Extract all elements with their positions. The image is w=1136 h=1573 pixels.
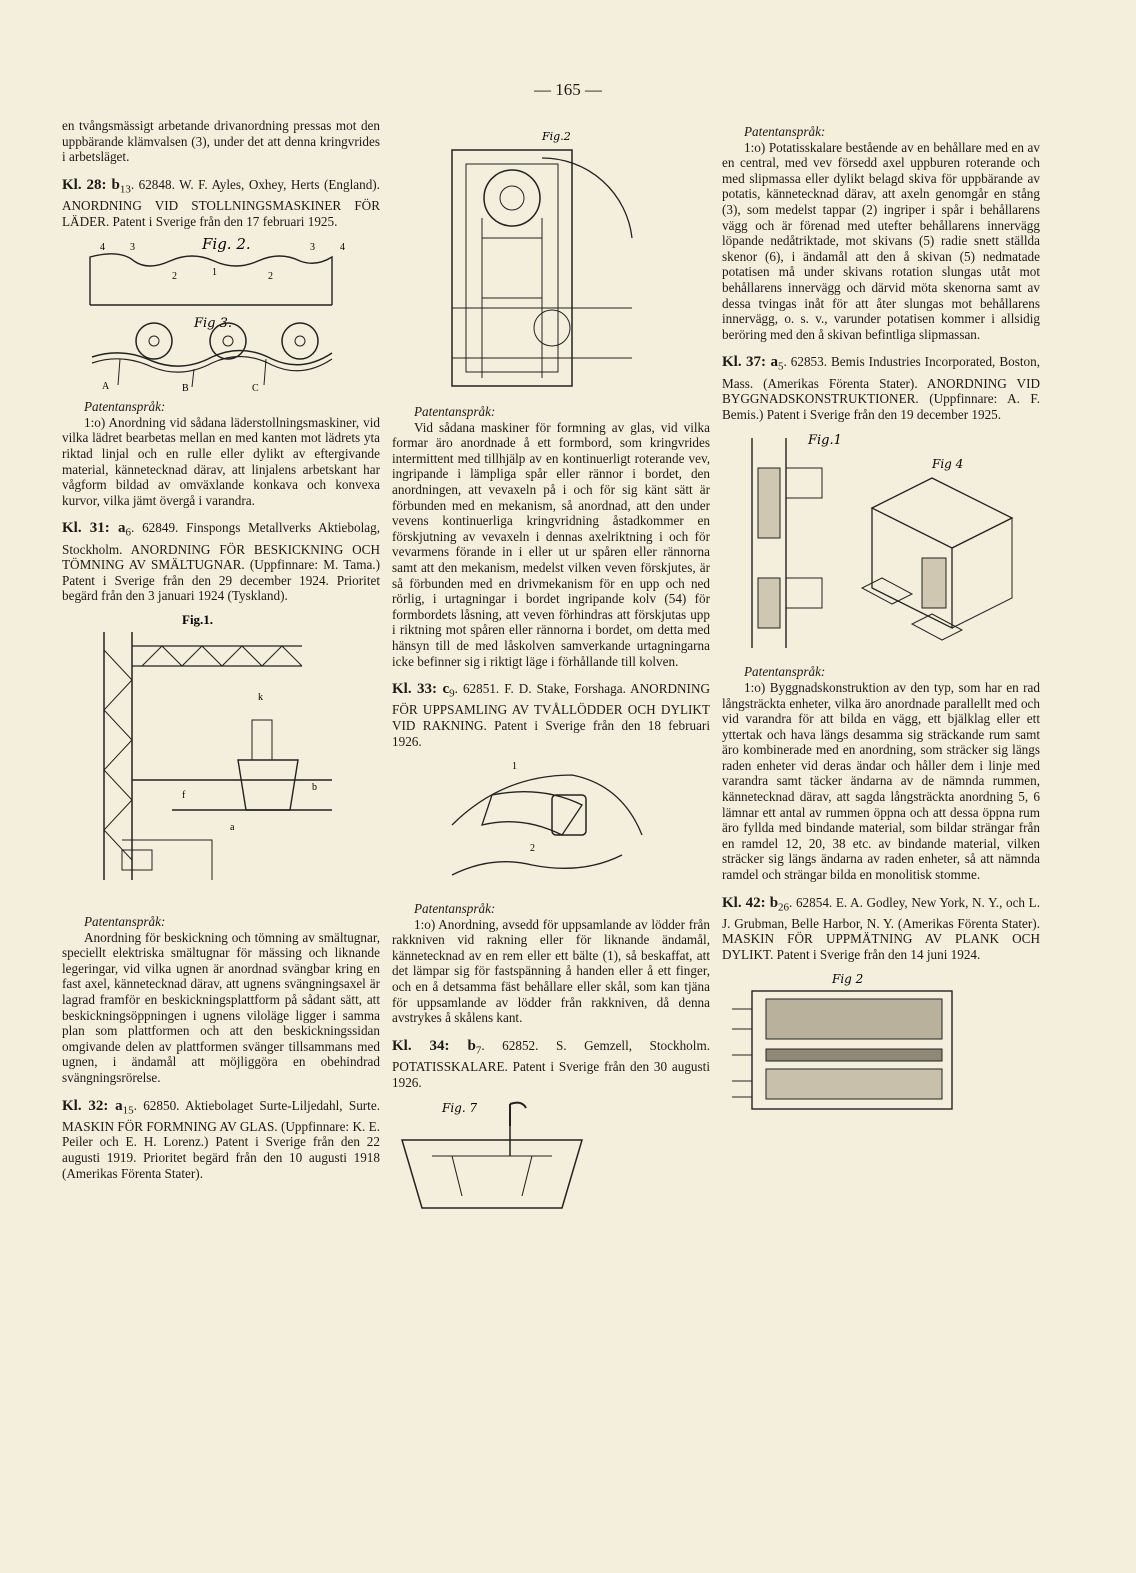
claim-heading: Patentanspråk: xyxy=(84,913,166,929)
class-label: Kl. 34: b xyxy=(392,1037,476,1054)
class-sub: 9 xyxy=(449,687,455,700)
class-sub: 15 xyxy=(122,1104,134,1117)
patent-entry-62853 xyxy=(722,354,1040,422)
claim-text: 1:o) Byggnadskonstruktion av den typ, som har en rad långsträckta enheter, vilka äro anordnade parallellt med och vid varandra för att bilda en vägg, ett bjälklag eller ett yttertak och hava längs desamma sig sträckande rum samt äro kombinerade med en anordning, som sträcker sig längs raden enheter vid deras ändar och håller dem i linje med varandra samt täcker ändarna av de nämnda rummen, kännetecknad därav, att sagda långsträckta anordning 5, 6 lämnar ett antal av rummen öppna och att dessa öppna rum äro fyllda med bindande material, som bildar strängar från en ramdel 12, 20, 38 etc. av bindande material, vilken sträcker sig längs ändarna av raden enheter, så att nämnda ramdel och strängar bilda en monolitisk stomme. xyxy=(722,679,1040,883)
claim-heading: Patentanspråk: xyxy=(414,901,496,917)
column-left xyxy=(62,118,380,1181)
svg-text:a: a xyxy=(230,821,235,833)
class-sub: 5 xyxy=(777,360,784,373)
fig4-caption: Fig 4 xyxy=(932,457,964,472)
column-middle xyxy=(392,122,710,1222)
patent-entry-62854 xyxy=(722,895,1040,963)
column-right xyxy=(722,118,1040,1125)
figure-2-glass-machine xyxy=(392,128,710,398)
claim-heading: Patentanspråk: xyxy=(84,399,166,415)
figure-lather-cup xyxy=(392,755,710,895)
svg-text:2: 2 xyxy=(268,271,273,283)
svg-text:A: A xyxy=(102,381,110,393)
figure-1-furnace xyxy=(62,610,380,908)
entry-text: . 62849. Finspongs Metallverks Aktiebolag, Stockholm. ANORDNING FÖR BESKICKNING OCH TÖMNING AV SMÄLTUGNAR. (Uppfinnare: M. Tama.) Patent i Sverige från den 29 december 1924. Prioritet begärd från den 3 januari 1924 (Tyskland). xyxy=(62,520,380,604)
entry-text: . 62851. F. D. Stake, Forshaga. ANORDNING FÖR UPPSAMLING AV TVÅLLÖDDER OCH DYLIKT VID RAKNING. Patent i Sverige från den 18 februari 1926. xyxy=(392,681,710,749)
svg-text:4: 4 xyxy=(100,242,105,254)
svg-text:f: f xyxy=(182,789,186,801)
claim-text: 1:o) Anordning vid sådana läderstollningsmaskiner, vid vilka lädret bearbetas mellan en med kanten mot lädrets yta riktad linjal och en rulle eller dylikt av eftergivande material, kännetecknad därav, att linjalens arbetskant har vågform bildad av omväxlande konkava och konvexa kurvor, vilka jämt övergå i varandra. xyxy=(62,414,380,508)
entry-text: . 62848. W. F. Ayles, Oxhey, Herts (England). ANORDNING VID STOLLNINGSMASKINER FÖR LÄDER. Patent i Sverige från den 17 februari 1925. xyxy=(62,176,380,229)
figure-building-construction xyxy=(722,428,1040,658)
patent-entry-62851 xyxy=(392,681,710,749)
svg-text:3: 3 xyxy=(310,242,315,254)
claim-heading: Patentanspråk: xyxy=(744,124,826,139)
claim-heading: Patentanspråk: xyxy=(744,664,826,680)
figure-2-plank-machine xyxy=(722,969,1040,1119)
class-sub: 7 xyxy=(475,1044,482,1057)
entry-text: . 62853. Bemis Industries Incorporated, Boston, Mass. (Amerikas Förenta Stater). ANORDNING VID BYGGNADSKONSTRUKTIONER. (Uppfinnare: A. F. Bemis.) Patent i Sverige från den 19 december 1925. xyxy=(722,354,1040,422)
class-label: Kl. 28: b xyxy=(62,176,120,193)
class-sub: 6 xyxy=(125,527,132,539)
class-sub: 13 xyxy=(119,183,131,196)
claim-text: 1:o) Potatisskalare bestående av en behållare med en av en central, med vev försedd axel uppburen roterande och med slipmassa eller dylikt belagd skiva för uppbärande av potatis, kännetecknad därav, att axeln genomgår en stång (3), som medelst tappar (2) ingriper i spår i behållarens vägg och är förenad med utefter behållarens innervägg löpande nedåtriktade, mot skivans (5) radie snett ställda skenor (6), i ändamål att den å skivan (5) nedmatade potatisen må under skivans rotation slungas utåt mot behållarens innervägg och därvid möta skenorna samt av dessa tvingas inåt för att åter slungas mot behållarens innervägg, o. s. v., varunder potatisen kommer i allsidig beröring med den å skivan befintliga slipmassan. xyxy=(722,139,1040,342)
entry-text: . 62850. Aktiebolaget Surte-Liljedahl, Surte. MASKIN FÖR FORMNING AV GLAS. (Uppfinnare: K. E. Peiler och E. H. Lorenz.) Patent i Sverige från den 22 augusti 1919. Prioritet begärd från den 10 augusti 1918 (Amerikas Förenta Stater). xyxy=(62,1097,380,1181)
fig1-caption: Fig.1. xyxy=(182,611,214,627)
class-label: Kl. 37: a xyxy=(722,354,778,371)
claim-text: Vid sådana maskiner för formning av glas, vid vilka formar äro anordnade å ett formbord, som kringvrides intermittent med tillhjälp av en kontinuerligt roterande vev, ingripande i lämpliga spår eller rännor i bordet, den anordningen, att vevaxeln på i och för sig känt sätt är förbunden med en mekanism, så anordnad, att den under vevens kontinuerliga kringvridning åstadkommer en förskjutning av vevaxeln i dennas axelriktning i och för vevarmens förande in i eller ut ur spåren eller rännorna samt att den mekanism, medelst vilken veven förskjutes, är så förbunden med en drivmekanism för en upp och ned rörlig, i urtagningar i bordet ingripande kolv (54) för formbordets låsning, att veven förhindras att förskjutas upp i riktning mot spåren eller rännorna i bordet, om detta med hänsyn till de med låskolven samverkande urtagningarna icke befinner sig i riktigt läge i förhållande till kolven. xyxy=(392,419,710,669)
svg-text:1: 1 xyxy=(512,761,517,773)
entry-text: . 62854. E. A. Godley, New York, N. Y., och L. J. Grubman, Belle Harbor, N. Y. (Amerikas Förenta Stater). MASKIN FÖR UPPMÄTNING AV PLANK OCH DYLIKT. Patent i Sverige från den 14 juni 1924. xyxy=(722,894,1040,963)
paragraph-continuation: en tvångsmässigt arbetande drivanordning pressas mot den uppbärande klämvalsen (3), under det att denna kringvrides i arbetsläget. xyxy=(62,118,380,165)
svg-text:2: 2 xyxy=(172,271,177,283)
claim-heading: Patentanspråk: xyxy=(414,404,496,419)
patent-entry-62848 xyxy=(62,177,380,229)
patent-entry-62850 xyxy=(62,1098,380,1182)
svg-text:2: 2 xyxy=(530,843,535,855)
class-sub: 26 xyxy=(778,901,790,914)
fig7-caption: Fig. 7 xyxy=(442,1101,478,1116)
svg-text:C: C xyxy=(252,383,259,394)
fig2-caption: Fig. 2. xyxy=(202,235,251,254)
patent-entry-62852 xyxy=(392,1038,710,1090)
svg-text:3: 3 xyxy=(130,242,135,254)
figure-2-leather xyxy=(62,235,380,307)
fig3-caption: Fig.3. xyxy=(194,316,233,332)
class-label: Kl. 42: b xyxy=(722,894,779,911)
class-label: Kl. 31: a xyxy=(62,520,126,537)
fig2-caption: Fig.2 xyxy=(542,130,571,143)
svg-text:B: B xyxy=(182,383,189,394)
page-number: — 165 — xyxy=(534,80,602,99)
fig1-caption: Fig.1 xyxy=(808,433,842,449)
svg-text:1: 1 xyxy=(212,267,217,279)
claim-text: 1:o) Anordning, avsedd för uppsamlande av lödder från rakkniven vid rakning eller för liknande ändamål, kännetecknad av en rem eller ett bälte (1), så beskaffat, att det lämpar sig för fastspänning å handen eller å ett finger, och en å detsamma fäst behållare eller skål, som kan tjäna för uppsamlande av lödder från rakkniven, då denna avstrykes å skålens kant. xyxy=(392,916,710,1026)
entry-text: . 62852. S. Gemzell, Stockholm. POTATISSKALARE. Patent i Sverige från den 30 augusti 1926. xyxy=(392,1037,710,1090)
patent-entry-62849 xyxy=(62,520,380,604)
fig2b-caption: Fig 2 xyxy=(832,971,864,986)
svg-text:b: b xyxy=(312,781,317,793)
figure-7-peeler xyxy=(392,1096,710,1216)
svg-text:4: 4 xyxy=(340,242,345,254)
svg-text:k: k xyxy=(258,691,263,703)
figure-3-rollers xyxy=(62,313,380,393)
class-label: Kl. 32: a xyxy=(62,1097,123,1114)
claim-text: Anordning för beskickning och tömning av smältugnar, speciellt elektriska smältugnar för mässing och liknande legeringar, vid vilka ugnen är anordnad svängbar kring en fast axel, kännetecknad därav, att ugnens svängningsaxel är lagrad framför en beskickningsplattform på sådant sätt, att beskickningsöppningen i ugnens viloläge ligger i samma plan som plattformen och att den beskickningssidan omgivande delen av plattformen svänger tillsammans med ugnen, i ändamål att möjliggöra en obehindrad svängningsrörelse. xyxy=(62,929,380,1085)
class-label: Kl. 33: c xyxy=(392,681,450,698)
